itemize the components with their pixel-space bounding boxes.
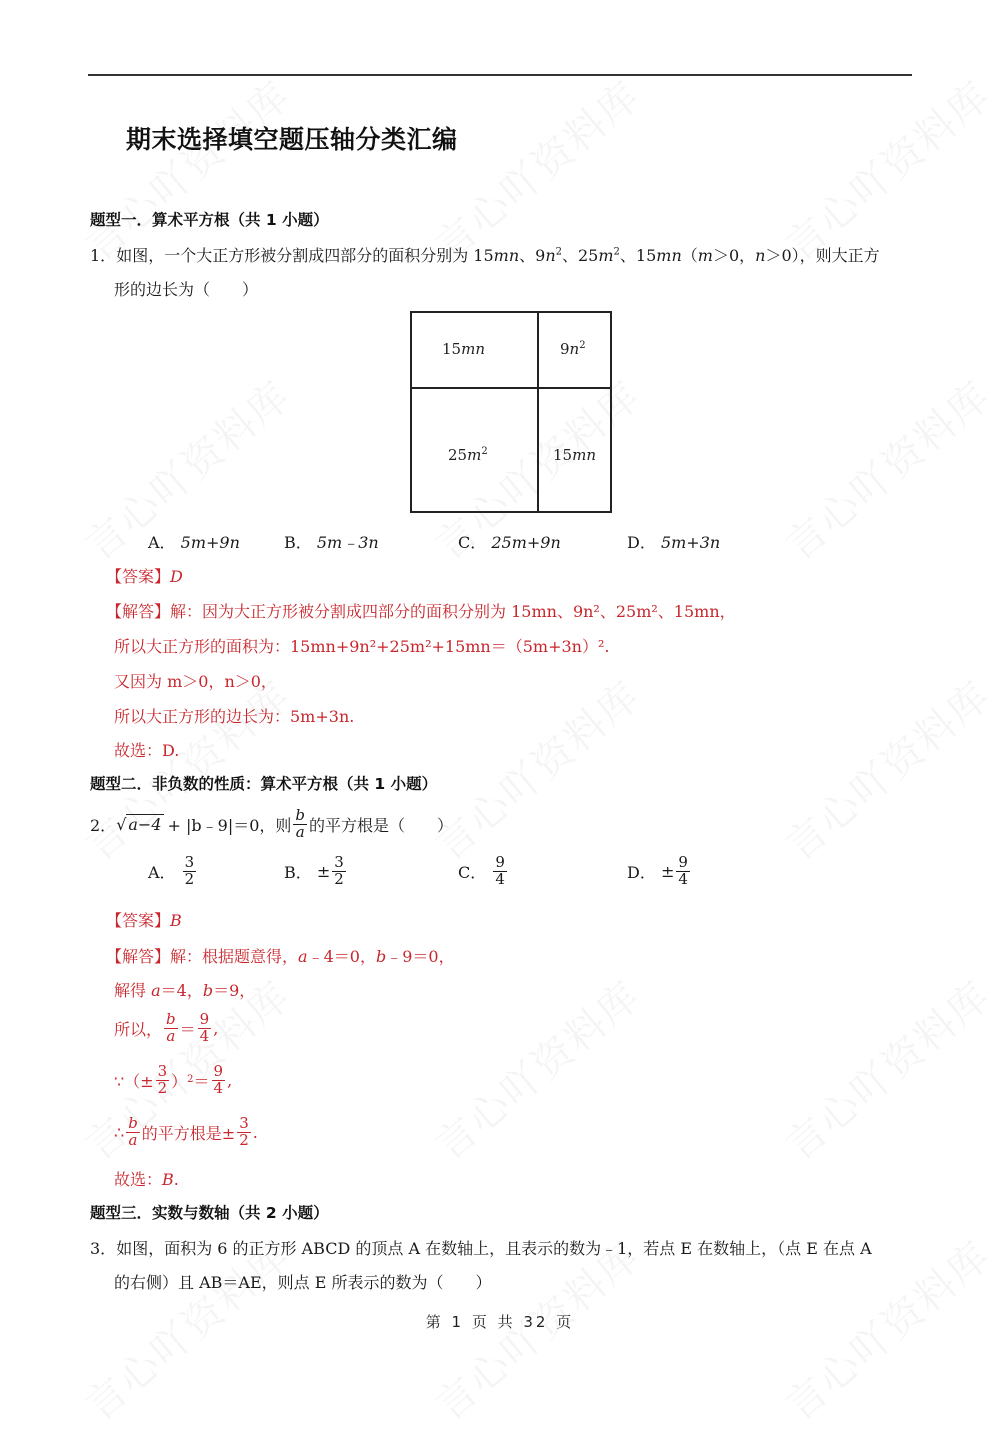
section-heading-1: 题型一．算术平方根（共 1 小题）	[90, 211, 329, 229]
stem-text: ＞0，	[712, 246, 756, 265]
option-d[interactable]: D． 5m+3n	[627, 533, 721, 552]
watermark	[771, 66, 1000, 272]
solution-2-line3: 所以， $\frac{b}{a}$ ＝ $\frac{9}{4}$ ,	[114, 1010, 219, 1045]
section-heading-3: 题型三．实数与数轴（共 2 小题）	[90, 1204, 329, 1222]
question-2-stem	[90, 808, 453, 841]
divider-vertical	[537, 313, 539, 511]
answer-1: 【答案】D	[106, 567, 183, 586]
cell-bottom-right: 15mn	[553, 446, 596, 464]
page-number: 1	[451, 1313, 465, 1331]
square-diagram	[410, 311, 612, 513]
stem-text: 、25	[562, 246, 599, 265]
var: mn	[493, 246, 520, 265]
option-b[interactable]: B． 5m﹣3n	[284, 533, 379, 552]
cell-top-right: $9n^2$	[560, 340, 586, 358]
option-c[interactable]: C． 25m+9n	[458, 533, 561, 552]
watermark	[421, 966, 651, 1172]
stem-text: 、9	[519, 246, 546, 265]
option-a[interactable]: A． 5m+9n	[148, 533, 240, 552]
solution-1-line5: 故选：D.	[114, 741, 180, 760]
cell-top-left: 15mn	[442, 340, 485, 358]
solution-2-line2: 解得 a＝4，b＝9，	[114, 981, 256, 1000]
sqrt-expression: √ a−4	[116, 814, 162, 834]
watermark	[771, 366, 1000, 572]
exponent: 2	[555, 246, 562, 258]
answer-2: 【答案】B	[106, 911, 182, 930]
stem-text: 如图，一个大正方形被分割成四部分的面积分别为 15	[116, 246, 494, 265]
watermark	[771, 666, 1000, 872]
var: n	[755, 246, 766, 265]
solution-1-line2: 所以大正方形的面积为：15mn+9n²+25m²+15mn＝（5m+3n）².	[114, 637, 610, 656]
var: n	[545, 246, 556, 265]
solution-1-line1: 【解答】解：因为大正方形被分割成四部分的面积分别为 15mn、9n²、25m²、15mn，	[106, 602, 736, 621]
option-b[interactable]: B． ± $\frac{3}{2}$	[284, 853, 344, 888]
question-3-stem-line2: 的右侧）且 AB＝AE，则点 E 所表示的数为（ ）	[114, 1273, 492, 1292]
question-3-stem-line1: 3．如图，面积为 6 的正方形 ABCD 的顶点 A 在数轴上，且表示的数为﹣1，若点 E 在数轴上，（点 E 在点 A	[90, 1239, 872, 1258]
page-total: 32	[523, 1313, 549, 1331]
question-number: 2．	[90, 815, 117, 835]
divider-horizontal	[412, 387, 610, 389]
cell-bottom-left: $25m^2$	[448, 446, 488, 464]
question-1-stem-line1	[90, 243, 880, 266]
solution-1-line3: 又因为 m＞0，n＞0，	[114, 672, 277, 691]
solution-2-line5: ∴ $\frac{b}{a}$ 的平方根是± $\frac{3}{2}$ .	[114, 1114, 258, 1149]
exponent: 2	[613, 246, 620, 258]
question-number: 1．	[90, 246, 117, 265]
stem-text: 的平方根是（ ）	[309, 815, 454, 835]
header-rule	[88, 74, 912, 76]
solution-2-line4: ∵（± $\frac{3}{2}$ ） 2 ＝ $\frac{9}{4}$ ,	[114, 1062, 233, 1097]
option-c[interactable]: C． $\frac{9}{4}$	[458, 853, 505, 888]
stem-text: + |b﹣9|＝0，则	[167, 815, 292, 835]
watermark	[771, 966, 1000, 1172]
option-a[interactable]: A． $\frac{3}{2}$	[148, 853, 195, 888]
solution-1-line4: 所以大正方形的边长为：5m+3n.	[114, 707, 355, 726]
var: m	[598, 246, 614, 265]
solution-2-line6: 故选：B.	[114, 1170, 179, 1189]
var: m	[697, 246, 713, 265]
stem-text: （	[681, 246, 698, 265]
stem-text: 、15	[619, 246, 657, 265]
page-footer: 第 1 页 共 32 页	[425, 1313, 575, 1331]
solution-2-line1: 【解答】解：根据题意得，a﹣4＝0，b﹣9＝0，	[106, 947, 455, 966]
document-title: 期末选择填空题压轴分类汇编	[126, 125, 458, 154]
stem-text: ＞0），则大正方	[765, 246, 880, 265]
watermark	[71, 66, 301, 272]
fraction: $\frac{b}{a}$	[295, 806, 306, 841]
watermark	[421, 666, 651, 872]
question-1-stem-line2: 形的边长为（ ）	[114, 280, 259, 299]
var: mn	[656, 246, 682, 265]
section-heading-2: 题型二．非负数的性质：算术平方根（共 1 小题）	[90, 775, 438, 793]
watermark	[421, 66, 651, 272]
option-d[interactable]: D． ± $\frac{9}{4}$	[627, 853, 688, 888]
